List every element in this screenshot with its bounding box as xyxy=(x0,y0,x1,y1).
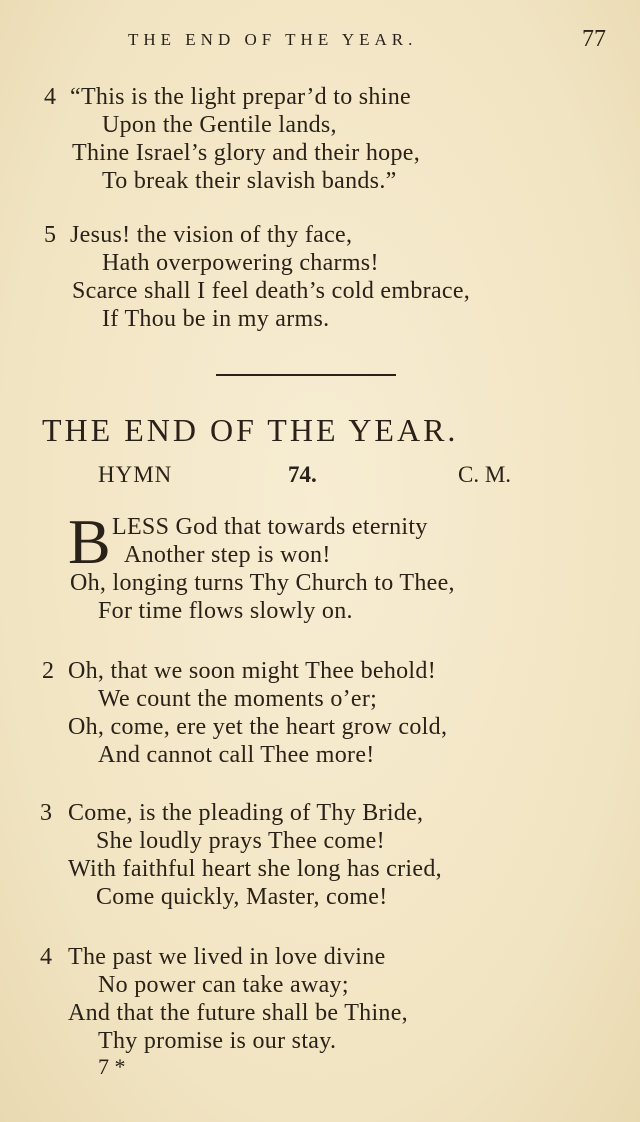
verse-line: Another step is won! xyxy=(124,542,331,568)
verse-line: If Thou be in my arms. xyxy=(102,306,330,332)
verse-line: Come quickly, Master, come! xyxy=(96,884,388,910)
stanza-number: 2 xyxy=(42,658,54,684)
stanza-number: 5 xyxy=(44,222,56,248)
hymn-label: HYMN xyxy=(98,462,173,487)
signature-mark: 7 * xyxy=(98,1054,126,1079)
verse-line: And that the future shall be Thine, xyxy=(68,1000,408,1026)
verse-line: She loudly prays Thee come! xyxy=(96,828,385,854)
verse-line: Oh, that we soon might Thee behold! xyxy=(68,658,436,684)
verse-line: No power can take away; xyxy=(98,972,349,998)
hymn-meter: C. M. xyxy=(458,462,512,487)
verse-line: Hath overpowering charms! xyxy=(102,250,379,276)
section-title: THE END OF THE YEAR. xyxy=(42,412,459,448)
verse-line: Scarce shall I feel death’s cold embrace, xyxy=(72,278,471,304)
hymn-number: 74. xyxy=(288,462,317,487)
drop-cap: B xyxy=(68,506,111,577)
section-divider xyxy=(216,374,396,376)
stanza-number: 4 xyxy=(40,944,52,970)
verse-line: Oh, longing turns Thy Church to Thee, xyxy=(70,570,455,596)
verse-line: Upon the Gentile lands, xyxy=(102,112,337,138)
verse-line: Jesus! the vision of thy face, xyxy=(70,222,353,248)
verse-line: LESS God that towards eternity xyxy=(112,514,428,540)
verse-line: Come, is the pleading of Thy Bride, xyxy=(68,800,424,826)
verse-line: For time flows slowly on. xyxy=(98,598,353,624)
verse-line: Oh, come, ere yet the heart grow cold, xyxy=(68,714,448,740)
verse-line: Thy promise is our stay. xyxy=(98,1028,337,1054)
verse-line: And cannot call Thee more! xyxy=(98,742,375,768)
verse-line: To break their slavish bands.” xyxy=(102,168,397,194)
running-head: THE END OF THE YEAR. xyxy=(128,30,418,49)
page-number: 77 xyxy=(582,26,606,52)
verse-line: The past we lived in love divine xyxy=(68,944,386,970)
verse-line: With faithful heart she long has cried, xyxy=(68,856,442,882)
stanza-number: 3 xyxy=(40,800,52,826)
verse-line: We count the moments o’er; xyxy=(98,686,378,712)
verse-line: Thine Israel’s glory and their hope, xyxy=(72,140,421,166)
verse-line: “This is the light prepar’d to shine xyxy=(70,84,411,110)
stanza-number: 4 xyxy=(44,84,56,110)
